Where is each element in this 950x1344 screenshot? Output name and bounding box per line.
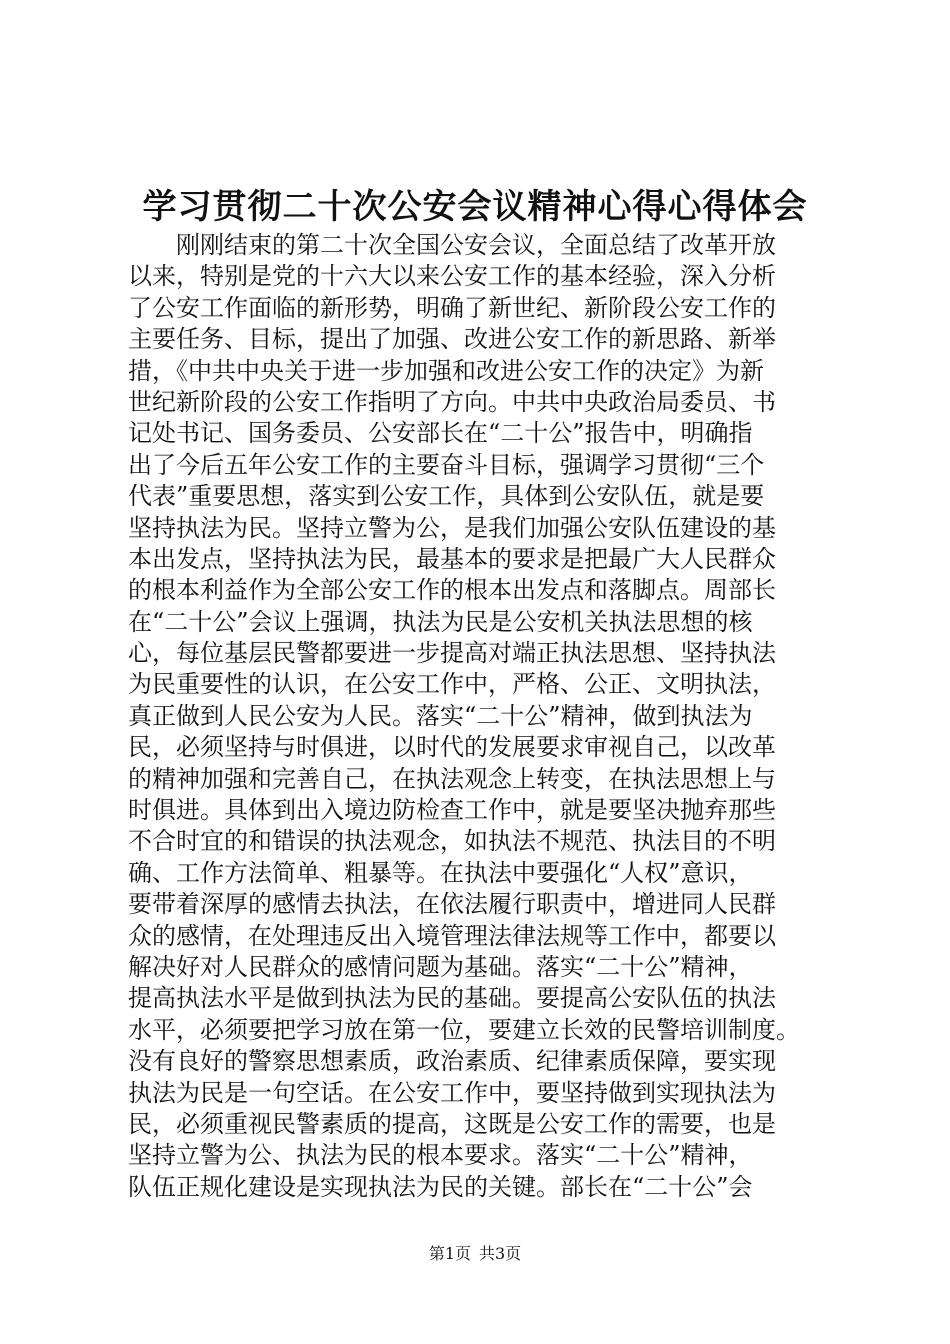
body-line: 刚刚结束的第二十次全国公安会议，全面总结了改革开放 xyxy=(176,231,776,259)
body-line: 主要任务、目标，提出了加强、改进公安工作的新思路、新举 xyxy=(128,325,776,354)
body-line: 坚持执法为民。坚持立警为公，是我们加强公安队伍建设的基 xyxy=(128,513,776,542)
body-line: 确、工作方法简单、粗暴等。在执法中要强化“人权”意识， xyxy=(128,858,753,887)
body-line: 了公安工作面临的新形势，明确了新世纪、新阶段公安工作的 xyxy=(128,293,776,322)
page-number-total: 共3页 xyxy=(479,1244,522,1263)
body-line: 心，每位基层民警都要进一步提高对端正执法思想、坚持执法 xyxy=(128,639,776,668)
body-line: 要带着深厚的感情去执法，在依法履行职责中，增进同人民群 xyxy=(128,890,776,919)
body-line: 不合时宜的和错误的执法观念，如执法不规范、执法目的不明 xyxy=(128,827,776,856)
body-line: 在“二十公”会议上强调，执法为民是公安机关执法思想的核 xyxy=(128,607,753,636)
body-line: 代表”重要思想，落实到公安工作，具体到公安队伍，就是要 xyxy=(128,482,765,511)
body-line: 众的感情，在处理违反出入境管理法律法规等工作中，都要以 xyxy=(128,921,776,950)
body-line: 民，必须重视民警素质的提高，这既是公安工作的需要，也是 xyxy=(128,1109,776,1138)
body-line: 为民重要性的认识，在公安工作中，严格、公正、文明执法， xyxy=(128,670,776,699)
page-number-current: 第1页 xyxy=(428,1244,471,1263)
body-line: 真正做到人民公安为人民。落实“二十公”精神，做到执法为 xyxy=(128,701,753,730)
body-line: 没有良好的警察思想素质，政治素质、纪律素质保障，要实现 xyxy=(128,1047,776,1076)
document-title: 学习贯彻二十次公安会议精神心得心得体会 xyxy=(142,187,808,227)
body-line: 坚持立警为公、执法为民的根本要求。落实“二十公”精神， xyxy=(128,1141,753,1170)
body-line: 民，必须坚持与时俱进，以时代的发展要求审视自己，以改革 xyxy=(128,733,776,762)
body-line: 执法为民是一句空话。在公安工作中，要坚持做到实现执法为 xyxy=(128,1078,776,1107)
body-line: 世纪新阶段的公安工作指明了方向。中共中央政治局委员、书 xyxy=(128,387,776,416)
body-line: 水平，必须要把学习放在第一位，要建立长效的民警培训制度。 xyxy=(128,1015,800,1044)
body-line: 措，《中共中央关于进一步加强和改进公安工作的决定》为新 xyxy=(128,356,764,385)
body-line: 本出发点，坚持执法为民，最基本的要求是把最广大人民群众 xyxy=(128,544,776,573)
body-line: 出了今后五年公安工作的主要奋斗目标，强调学习贯彻“三个 xyxy=(128,450,765,479)
body-line: 时俱进。具体到出入境边防检查工作中，就是要坚决抛弃那些 xyxy=(128,796,776,825)
document-body xyxy=(128,230,848,1203)
body-line: 以来，特别是党的十六大以来公安工作的基本经验，深入分析 xyxy=(128,262,776,291)
body-line: 记处书记、国务委员、公安部长在“二十公”报告中，明确指 xyxy=(128,419,753,448)
page-footer xyxy=(0,1243,950,1265)
body-line: 的根本利益作为全部公安工作的根本出发点和落脚点。周部长 xyxy=(128,576,776,605)
body-line: 的精神加强和完善自己，在执法观念上转变，在执法思想上与 xyxy=(128,764,776,793)
body-line: 队伍正规化建设是实现执法为民的关键。部长在“二十公”会 xyxy=(128,1172,753,1201)
body-line: 提高执法水平是做到执法为民的基础。要提高公安队伍的执法 xyxy=(128,984,776,1013)
body-line: 解决好对人民群众的感情问题为基础。落实“二十公”精神， xyxy=(128,952,753,981)
